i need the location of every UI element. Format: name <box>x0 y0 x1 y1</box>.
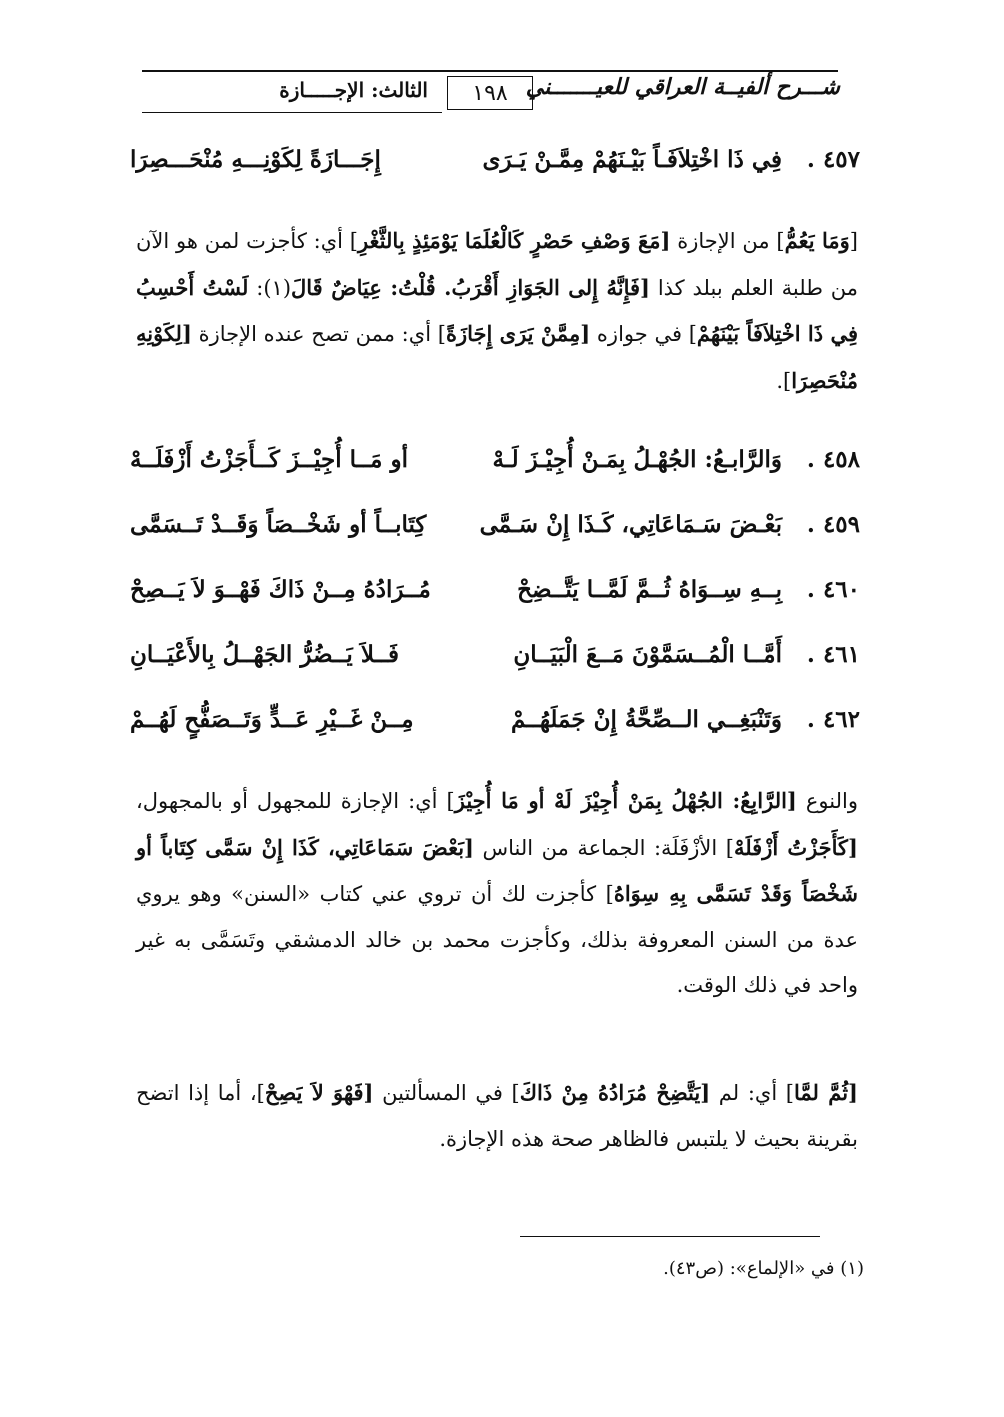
paragraph-text: ]. <box>776 368 792 393</box>
page-number: ١٩٨ <box>447 76 533 110</box>
quoted-verse-text: لَسْتُ أَحْسِبُ فِي ذَا اخْتِلاَفَاً بَيْنَهُمْ <box>136 274 858 346</box>
verse-second-hemistich: مِــنْ غَــيْرِ عَــدٍّ وَتَــصَفُّحٍ لَهُــمْ <box>130 706 414 733</box>
quoted-verse-text: وَمَا يَعُمُّ <box>784 228 850 253</box>
running-chapter-title: الثالث: الإجـــــازة <box>279 78 428 102</box>
verse-first-hemistich: أَمَّــا الْمُــسَمَّوْنَ مَــعَ الْبَيَــانِ <box>513 641 782 668</box>
verse-number: ٤٥٧ . <box>806 146 860 173</box>
verse-second-hemistich: كِتَابــاً أو شَخْــصَاً وَقَــدْ تَــسَمَّى <box>130 511 427 538</box>
verse-line <box>130 446 860 486</box>
verse-second-hemistich: أو مَــا أُجِيْــزَ كَــأَجَزْتُ أَزْفَلَــهْ <box>130 446 408 473</box>
quoted-verse-text: [كَأَجَزْتُ أَزْفَلَهْ <box>733 834 858 860</box>
commentary-paragraph <box>136 1070 858 1162</box>
paragraph-text: ] في جوازه <box>590 322 697 346</box>
header-chapter-rule <box>142 112 442 113</box>
paragraph-text: ] في المسألتين <box>373 1081 520 1105</box>
verse-line <box>130 146 860 186</box>
verse-second-hemistich: مُــرَادُهُ مِــنْ ذَاكَ فَهْــوَ لاَ يَــصِحْ <box>130 576 431 603</box>
verse-second-hemistich: إِجَـــازَةً لِكَوْنِـــهِ مُنْحَـــصِرَا <box>130 146 381 173</box>
verse-number: ٤٦٢ . <box>806 706 860 733</box>
quoted-verse-text: [فَهْوَ لاَ يَصِحْ <box>264 1080 374 1105</box>
paragraph-text: ] أي: الإجازة للمجهول أو بالمجهول، <box>136 789 455 813</box>
quoted-verse-text: [ثُمَّ لمَّا <box>794 1080 858 1105</box>
verse-line <box>130 641 860 681</box>
verse-number: ٤٦١ . <box>806 641 860 668</box>
verse-first-hemistich: وَتَنْبَغِــي الــصِّحَّةُ إِنْ جَمَلَهُــمْ <box>511 706 782 733</box>
verse-line <box>130 576 860 616</box>
verse-first-hemistich: بِــهِ سِــوَاهُ ثُــمَّ لَمَّــا يَتَّــضِحْ <box>517 576 782 603</box>
quoted-verse-text: [لِكَوْنِهِ مُنْحَصِرَا <box>136 321 858 393</box>
quoted-verse-text: [يَتَّضِحْ مُرَادُهُ مِنْ ذَاكَ <box>519 1080 711 1105</box>
paragraph-text: ] الأزْفَلَة: الجماعة من الناس <box>473 835 734 860</box>
verse-number: ٤٦٠ . <box>806 576 860 603</box>
verse-first-hemistich: فِي ذَا اخْتِلاَفَـاً بَيْـنَهُمْ مِمَّـنْ يَـرَى <box>482 146 782 173</box>
paragraph-text: ] أي: لم <box>710 1081 795 1105</box>
quoted-verse-text: [فَإِنَّهُ إِلى الجَوَازِ أَقْرَبُ. قُلْتُ: عِيَاضٌ قَالَ <box>291 274 650 300</box>
footnote-marker: (١): <box>248 275 292 300</box>
paragraph-text: ]، أما إذا اتضح بقرينة بحيث لا يلتبس فالظاهر صحة هذه الإجازة. <box>136 1081 858 1151</box>
verse-number: ٤٥٨ . <box>806 446 860 473</box>
verse-first-hemistich: بَعْـضَ سَـمَاعَاتِي، كَـذَا إِنْ سَـمَّى <box>479 511 782 538</box>
commentary-paragraph <box>136 778 858 1009</box>
verse-first-hemistich: وَالرَّابـعُ: الجُهْـلُ بِمَـنْ أُجِيْـزَ لَـهْ <box>492 446 782 473</box>
paragraph-text: والنوع <box>796 789 858 813</box>
paragraph-text: ] كأجزت لك أن تروي عني كتاب «السنن» وهو يروي عدة من السنن المعروفة بذلك، وكأجزت محمد بن خالد الدمشقي وتَسَمَّى به غير واحد في ذلك الوقت. <box>136 882 858 997</box>
paragraph-text: ] من الإجازة <box>670 229 785 253</box>
commentary-paragraph <box>136 218 858 404</box>
quoted-verse-text: [بَعْضَ سَمَاعَاتِي، كَذَا إِنْ سَمَّى كِتَاباً أو شَخْصَاً وَقَدْ تَسَمَّى بِهِ سِوَاهُ <box>136 834 858 906</box>
verse-number: ٤٥٩ . <box>806 511 860 538</box>
paragraph-text: ] أي: كأجزت لمن هو الآن من طلبة العلم ببلد كذا <box>136 229 859 300</box>
verse-line <box>130 706 860 746</box>
verse-second-hemistich: فَــلاَ يَــضُرُّ الجَهْــلُ بِالأَعْيَــانِ <box>130 641 400 668</box>
quoted-verse-text: [الرَّابِعُ: الجُهْلُ بِمَنْ أُجِيْزَ لَهْ أو مَا أُجِيْزَ <box>454 788 797 813</box>
footnote: (١) في «الإلماع»: (ص٤٣). <box>663 1258 864 1279</box>
footnote-separator <box>520 1236 820 1237</box>
quoted-verse-text: [مَعَ وَصْفِ حَصْرٍ كَالْعُلَمَا يَوْمَئِذٍ بِالثَّغْرِ <box>357 228 671 253</box>
quoted-verse-text: [مِمَّنْ يَرَى إِجَازَةً <box>445 321 591 346</box>
running-book-title: شـــرح ألفيــة العراقي للعيـــــــني <box>525 74 840 100</box>
paragraph-text: ] أي: ممن تصح عنده الإجازة <box>191 322 446 346</box>
paragraph-text: [ <box>849 229 858 253</box>
verse-line <box>130 511 860 551</box>
header-top-rule <box>142 70 838 72</box>
